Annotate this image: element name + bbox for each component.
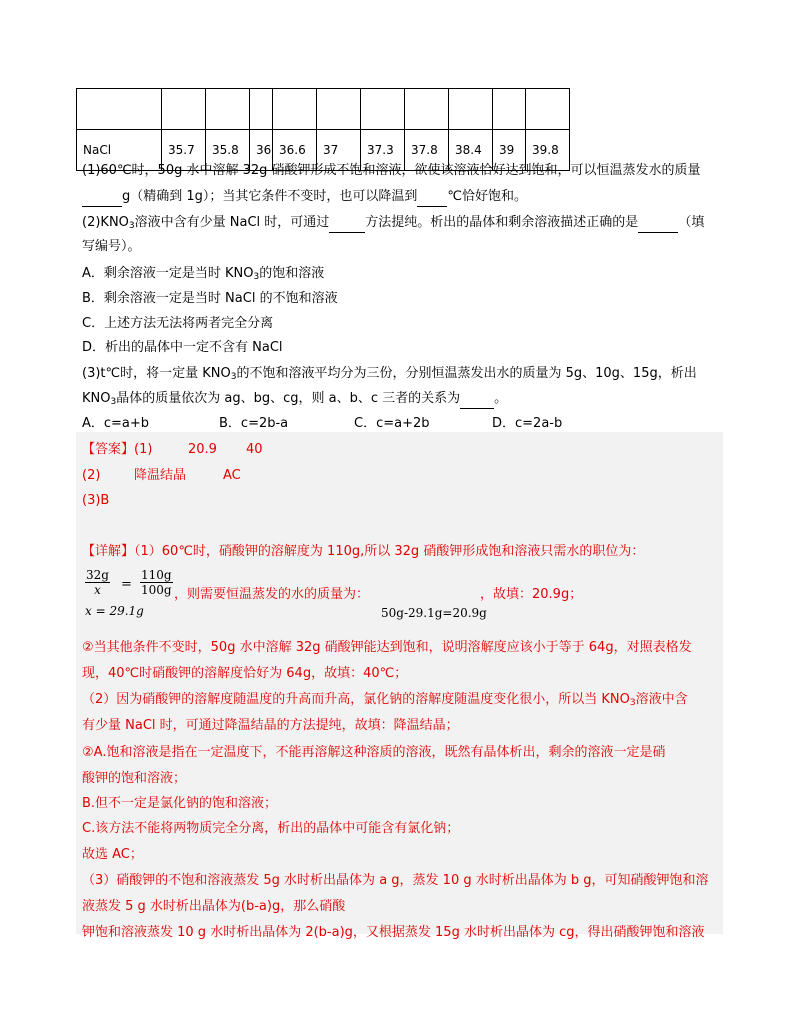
- detail-line-2-end: ，故填：20.9g；: [480, 587, 583, 602]
- table-cell: 37: [317, 130, 361, 171]
- detail-para-8-line-2: 液蒸发 5 g 水时析出晶体为(b-a)g，那么硝酸: [82, 899, 346, 914]
- fraction-left: $\frac{32g}{x}$: [86, 568, 109, 597]
- detail-para-7: 故选 AC；: [82, 847, 143, 862]
- table-cell: 36: [250, 130, 273, 171]
- question-3-line-1: (3)t℃时，将一定量 $KNO_3$的不饱和溶液平均分为三份，分别恒温蒸发出水的质量为 5g、10g、15g，析出: [82, 366, 697, 382]
- detail-para-2-line-2: 现，40℃时硝酸钾的溶解度恰好为 64g，故填：40℃；: [82, 666, 408, 681]
- option-b: B．剩余溶液一定是当时 NaCl 的不饱和溶液: [82, 291, 338, 306]
- table-cell: [206, 89, 250, 130]
- table-cell: 39.8: [526, 130, 570, 171]
- table-cell: 39: [493, 130, 526, 171]
- answer-blank: [417, 188, 447, 207]
- option-a: A．剩余溶液一定是当时 $KNO_3$的饱和溶液: [82, 266, 325, 282]
- option-b: B．c=2b-a: [219, 416, 289, 431]
- table-cell: 35.8: [206, 130, 250, 171]
- question-1-line-1: (1)60℃时，50g 水中溶解 32g 硝酸钾形成不饱和溶液，欲使该溶液恰好达到饱和，可以恒温蒸发水的质量: [82, 163, 701, 178]
- table-cell: [449, 89, 493, 130]
- detail-para-4-line-2: 酸钾的饱和溶液；: [82, 771, 187, 786]
- answer-line-3: (3)B: [82, 493, 110, 508]
- option-d: D．析出的晶体中一定不含有 NaCl: [82, 340, 283, 355]
- fraction-right: $\frac{110g}{100g}$: [141, 568, 172, 597]
- solubility-table: [76, 88, 570, 171]
- detail-para-8-line-3: 钾饱和溶液蒸发 10 g 水时析出晶体为 2(b-a)g，又根据蒸发 15g 水时析出晶体为 cg，得出硝酸钾饱和溶液: [82, 925, 705, 940]
- x-value: x = 29.1g: [85, 604, 144, 618]
- answer-tag: 【答案】: [82, 442, 135, 457]
- option-c: C．上述方法无法将两者完全分离: [82, 316, 274, 331]
- detail-para-2-line-1: ②当其他条件不变时，50g 水中溶解 32g 硝酸钾能达到饱和，说明溶解度应该小于等于 64g，对照表格发: [82, 640, 692, 655]
- table-cell: 37.8: [405, 130, 449, 171]
- detail-para-3-line-2: 有少量 NaCl 时，可通过降温结晶的方法提纯，故填：降温结晶；: [82, 718, 459, 733]
- detail-para-5: B.但不一定是氯化钠的饱和溶液；: [82, 796, 278, 811]
- option-c: C．c=a+2b: [354, 416, 430, 431]
- table-cell: 37.3: [361, 130, 405, 171]
- table-cell: [526, 89, 570, 130]
- table-cell: [493, 89, 526, 130]
- question-3-line-2: $KNO_3$晶体的质量依次为 ag、bg、cg，则 a、b、c 三者的关系为 。: [82, 391, 508, 407]
- answer-line-2: (2) 降温结晶 AC: [82, 468, 241, 483]
- detail-para-4-line-1: ②A.饱和溶液是指在一定温度下，不能再溶解这种溶质的溶液，既然有晶体析出，剩余的溶液一定是硝: [82, 745, 666, 760]
- answer-blank: [82, 188, 122, 207]
- answer-blank: [638, 214, 678, 233]
- table-cell: [273, 89, 317, 130]
- answer-blank: [460, 390, 494, 409]
- table-cell: [77, 89, 162, 130]
- table-cell: [405, 89, 449, 130]
- option-d: D．c=2a-b: [492, 416, 563, 431]
- equals-sign: =: [121, 577, 132, 592]
- detail-para-6: C.该方法不能将两物质完全分离，析出的晶体中可能含有氯化钠；: [82, 821, 460, 836]
- table-cell: 36.6: [273, 130, 317, 171]
- table-cell: 35.7: [162, 130, 206, 171]
- table-cell: 38.4: [449, 130, 493, 171]
- detail-para-3-line-1: （2）因为硝酸钾的溶解度随温度的升高而升高，氯化钠的溶解度随温度变化很小，所以当 $KNO_3$溶液中含: [82, 692, 688, 708]
- detail-line-2: ，则需要恒温蒸发的水的质量为：: [174, 587, 370, 602]
- detail-para-8-line-1: （3）硝酸钾的不饱和溶液蒸发 5g 水时析出晶体为 a g，蒸发 10 g 水时析出晶体为 b g，可知硝酸钾饱和溶: [82, 873, 709, 888]
- table-row: [77, 89, 570, 130]
- detail-tag: 【详解】: [82, 544, 135, 559]
- question-2-line-1: $(2)KNO_3$溶液中含有少量 NaCl 时，可通过 方法提纯。析出的晶体和剩余溶液描述正确的是 （填: [82, 215, 705, 231]
- table-cell: [162, 89, 206, 130]
- answer-blank: [329, 214, 365, 233]
- question-2-line-2: 写编号）。: [82, 239, 141, 254]
- table-cell: [317, 89, 361, 130]
- answer-line-1: 【答案】(1) 20.9 40: [82, 442, 263, 457]
- option-a: A．c=a+b: [82, 416, 150, 431]
- answer-section: [76, 432, 723, 934]
- calc-value: 50g-29.1g=20.9g: [381, 606, 487, 620]
- detail-line-1: 【详解】（1）60℃时，硝酸钾的溶解度为 110g,所以 32g 硝酸钾形成饱和溶液只需水的职位为：: [82, 544, 645, 559]
- table-cell: [250, 89, 273, 130]
- table-cell-label: NaCl: [77, 130, 162, 171]
- question-1-line-2: g（精确到 1g）；当其它条件不变时，也可以降温到 ℃恰好饱和。: [82, 188, 527, 207]
- table-cell: [361, 89, 405, 130]
